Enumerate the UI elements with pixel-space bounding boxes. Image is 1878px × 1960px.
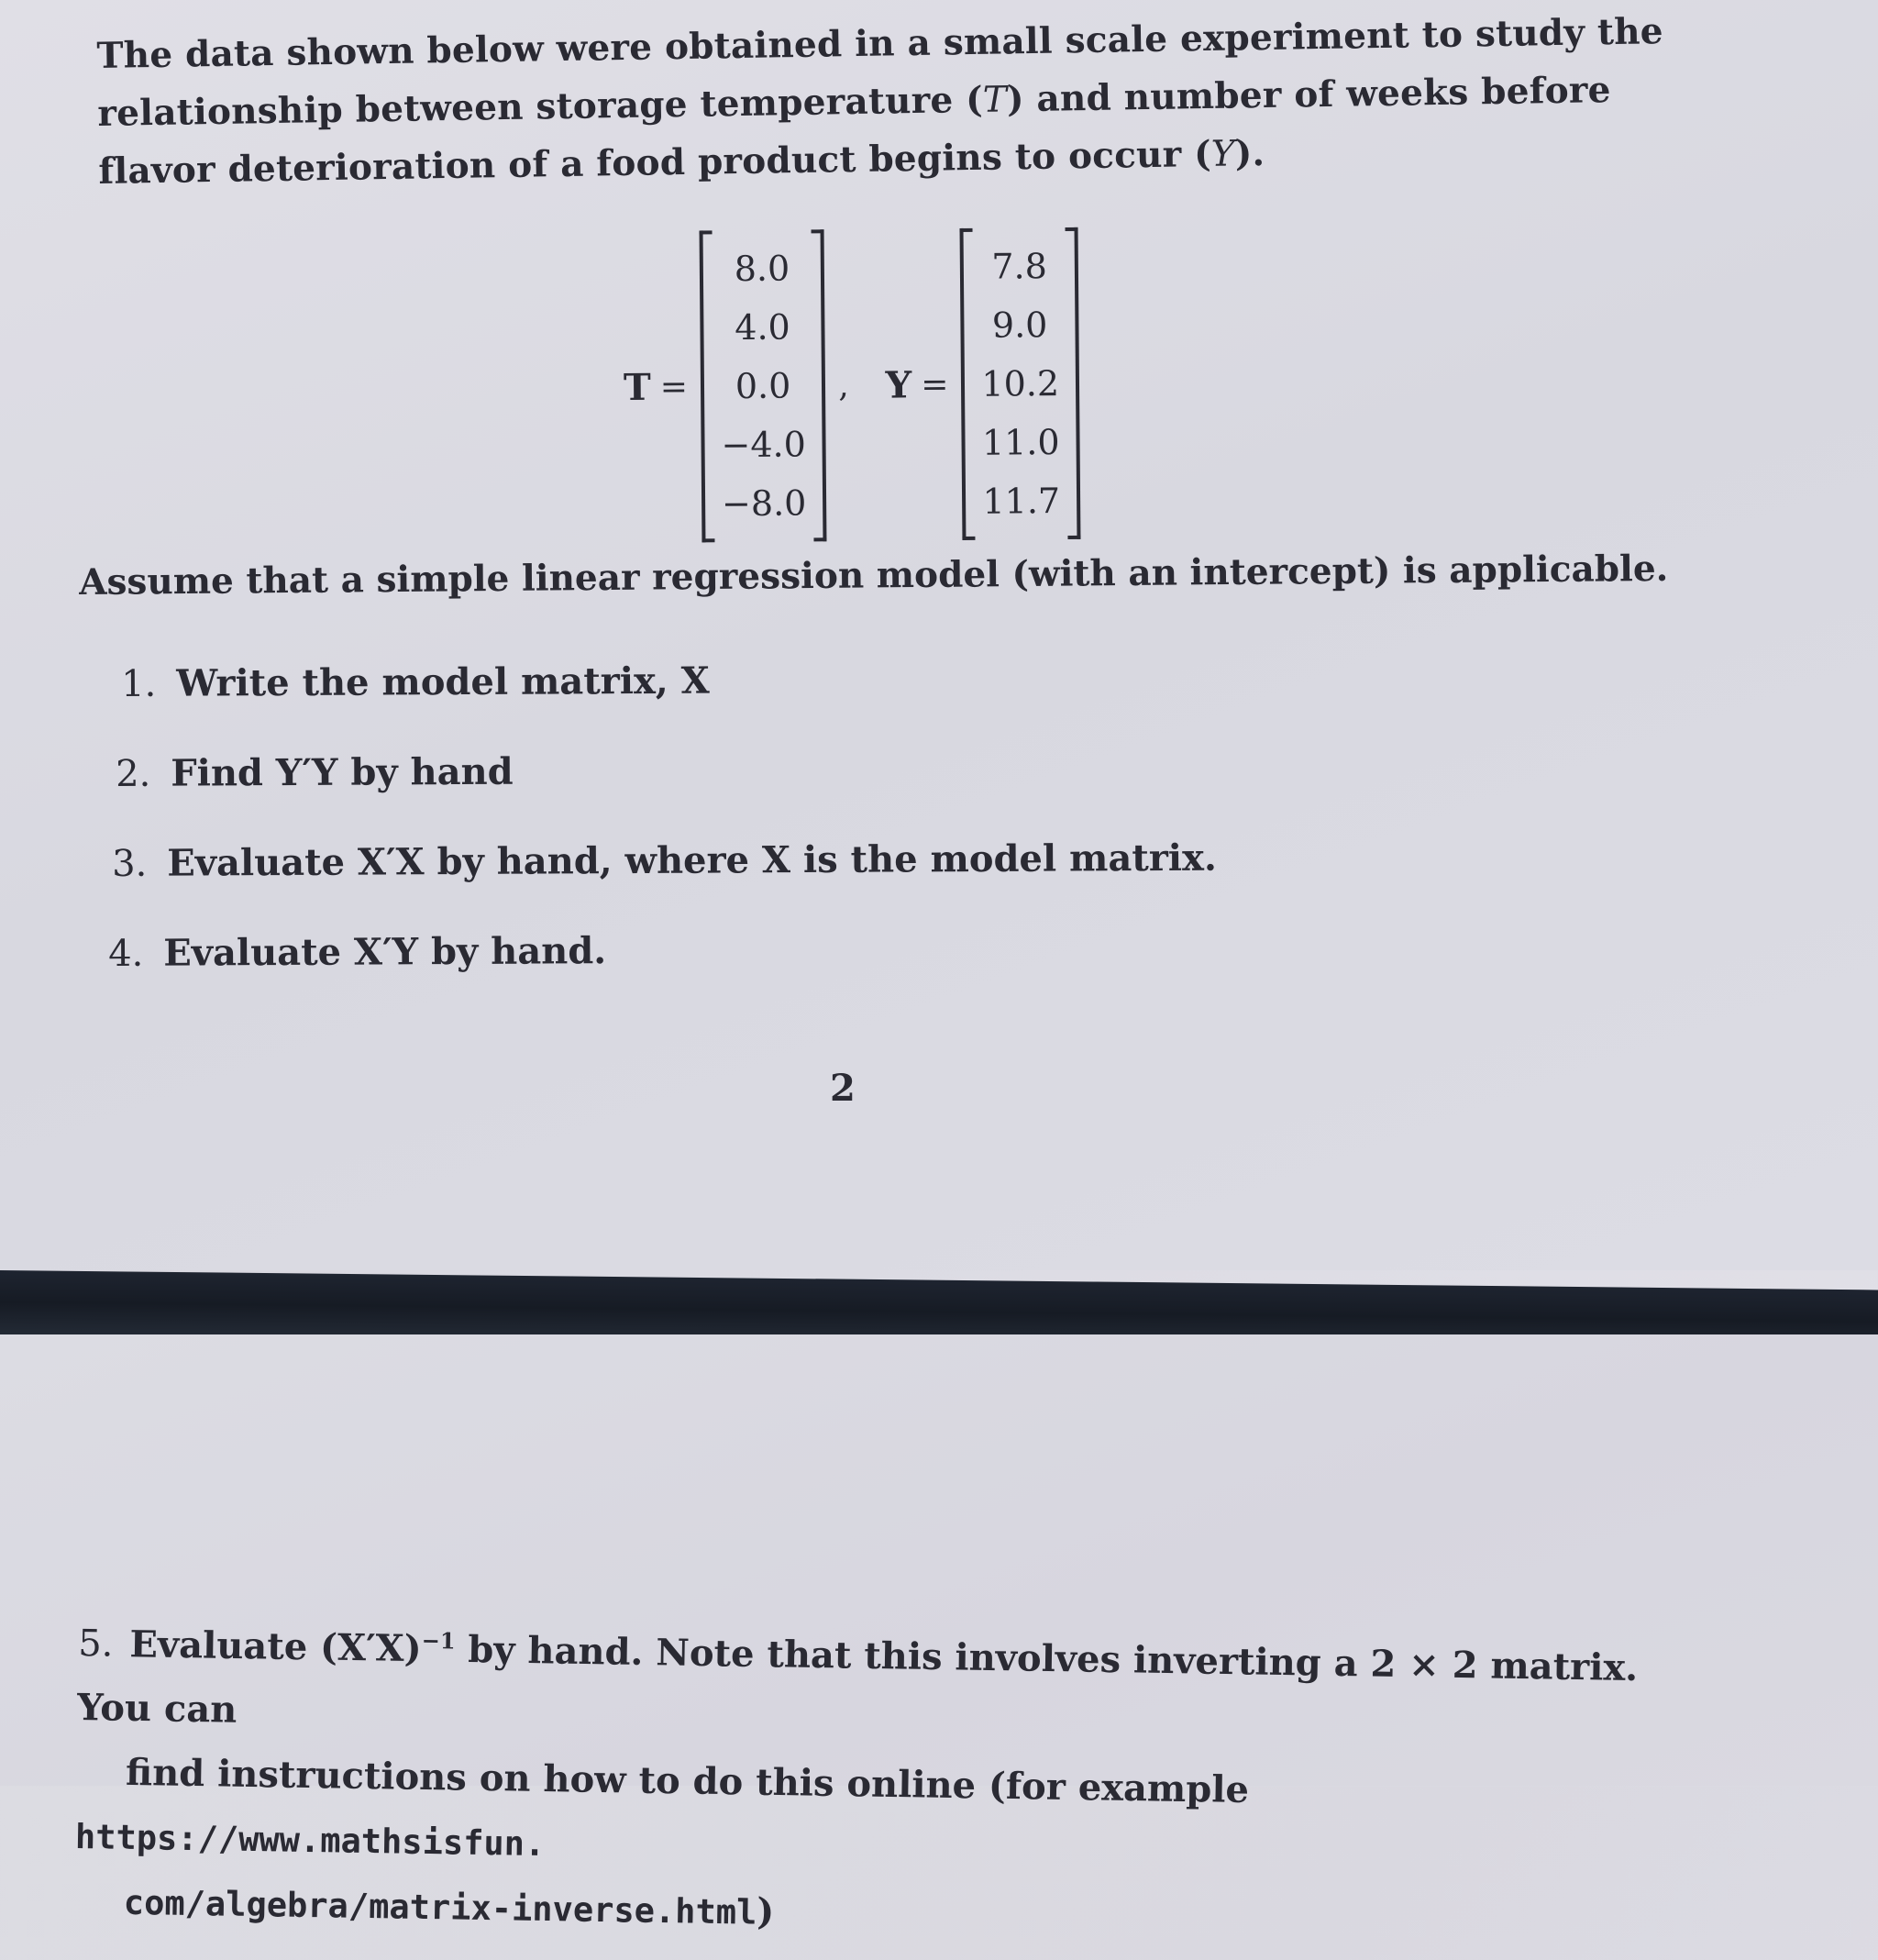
matrix-t-cell: 0.0 (735, 365, 791, 407)
matrix-t (699, 229, 826, 542)
question-4 (108, 929, 606, 975)
question-text: Evaluate X′Y by hand. (163, 929, 607, 975)
matrix-y (960, 227, 1081, 540)
data-matrices (623, 232, 1081, 538)
question-5-url-part1: https://www.mathsisfun. (74, 1817, 546, 1865)
question-number: 1. (121, 662, 157, 705)
matrix-y-cell: 11.7 (982, 481, 1061, 522)
intro-text-3: ). (1234, 132, 1265, 175)
question-5-line2: find instructions on how to do this online (for example (125, 1751, 1250, 1812)
question-text: Evaluate X′X by hand, where X is the model matrix. (167, 836, 1217, 885)
question-number: 4. (108, 932, 144, 975)
matrix-y-cell: 10.2 (981, 363, 1060, 404)
matrix-t-cell: 4.0 (735, 306, 790, 349)
question-number: 2. (116, 752, 151, 795)
question-2 (116, 750, 514, 795)
intro-var-t: T (982, 79, 1008, 121)
matrix-y-cell: 7.8 (991, 246, 1047, 287)
question-3 (112, 836, 1217, 885)
question-text: Write the model matrix, X (176, 659, 710, 705)
question-number: 3. (112, 842, 148, 885)
question-5-lead: Evaluate (X′X) (129, 1622, 422, 1671)
question-5 (73, 1603, 1692, 1960)
matrix-t-equals: = (659, 368, 689, 406)
matrix-y-cell: 11.0 (981, 422, 1060, 463)
question-5-exponent: −1 (421, 1626, 456, 1655)
matrix-y-cell: 9.0 (991, 305, 1048, 346)
page-number: 2 (830, 1067, 856, 1110)
question-5-url-part2: com/algebra/matrix-inverse.html (123, 1883, 757, 1932)
question-text: Find Y′Y by hand (171, 749, 514, 795)
matrix-separator: , (838, 366, 849, 404)
matrix-t-name: T (623, 365, 651, 409)
question-5-text: by hand. Note that this involves inverting a 2 × 2 matrix. You can (76, 1627, 1639, 1733)
intro-var-y: Y (1210, 133, 1236, 175)
question-number: 5. (77, 1622, 114, 1666)
matrix-y-equals: = (921, 365, 949, 404)
question-1 (121, 659, 710, 705)
matrix-y-name: Y (885, 362, 912, 407)
intro-text-2: ) and number of weeks before flavor deterioration of a food product begins to occur ( (98, 69, 1611, 193)
matrix-t-cell: −4.0 (721, 424, 806, 466)
intro-text-1: The data shown below were obtained in a small scale experiment to study the relationship between storage temperature ( (96, 10, 1664, 135)
matrix-t-cell: −8.0 (721, 482, 807, 525)
assumption-text: Assume that a simple linear regression model (with an intercept) is applicable. (79, 547, 1669, 604)
question-5-close: ) (756, 1889, 775, 1934)
intro-paragraph (96, 2, 1713, 201)
matrix-t-cell: 8.0 (734, 248, 790, 290)
